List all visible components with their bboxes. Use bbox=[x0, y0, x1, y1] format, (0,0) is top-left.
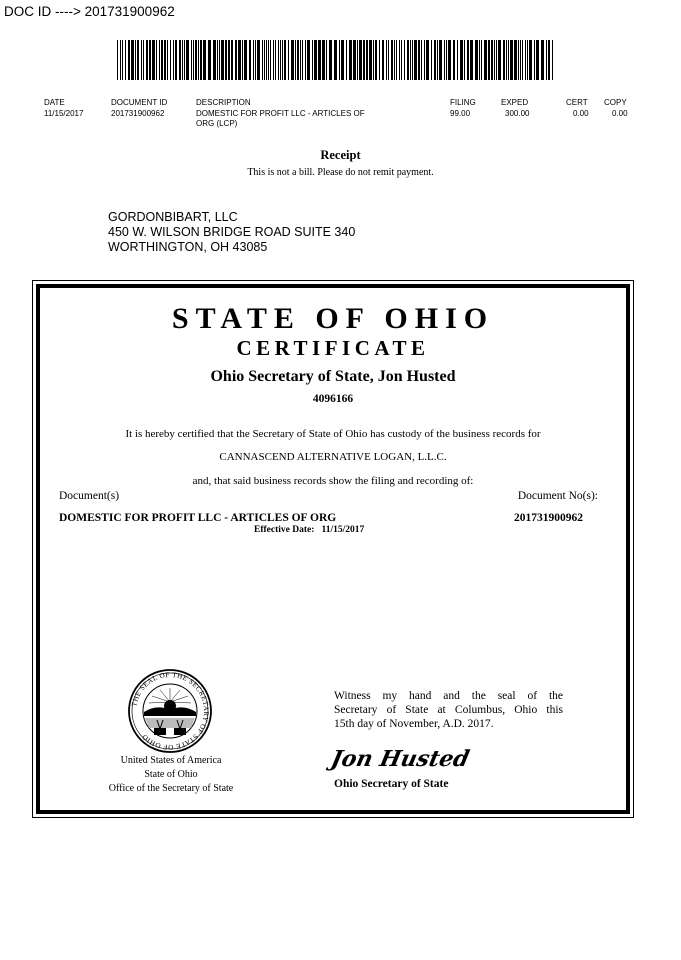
barcode-bar bbox=[238, 40, 241, 80]
barcode-bar bbox=[388, 40, 389, 80]
barcode-bar bbox=[208, 40, 211, 80]
barcode-bar bbox=[491, 40, 493, 80]
effective-date-row bbox=[254, 525, 364, 535]
signature-text: Jon Husted bbox=[328, 746, 472, 772]
barcode-bar bbox=[410, 40, 411, 80]
documents-label: Document(s) bbox=[59, 490, 120, 502]
effective-date: 11/15/2017 bbox=[321, 525, 365, 535]
barcode-bar bbox=[525, 40, 526, 80]
barcode-bar bbox=[457, 40, 458, 80]
barcode-bar bbox=[481, 40, 482, 80]
witness-line2: Secretary of State at Columbus, Ohio this bbox=[334, 704, 563, 716]
barcode-bar bbox=[186, 40, 189, 80]
barcode-bar bbox=[288, 40, 289, 80]
mailing-address bbox=[108, 210, 355, 255]
barcode-bar bbox=[295, 40, 296, 80]
col-filing-header: FILING bbox=[450, 98, 476, 107]
certify-statement: It is hereby certified that the Secretary of State of Ohio has custody of the business records for bbox=[125, 428, 541, 440]
cell-description-line1: DOMESTIC FOR PROFIT LLC - ARTICLES OF bbox=[196, 109, 365, 118]
barcode-bar bbox=[475, 40, 478, 80]
barcode-bar bbox=[193, 40, 194, 80]
barcode-bar bbox=[318, 40, 321, 80]
barcode-bar bbox=[359, 40, 362, 80]
barcode-bar bbox=[175, 40, 177, 80]
effective-date-label: Effective Date: bbox=[254, 525, 315, 535]
barcode-bar bbox=[453, 40, 455, 80]
barcode-bar bbox=[170, 40, 171, 80]
barcode-bar bbox=[326, 40, 327, 80]
seal-caption-line1: United States of America bbox=[120, 755, 222, 766]
barcode-bar bbox=[219, 40, 220, 80]
certificate-number: 4096166 bbox=[312, 393, 354, 405]
barcode-bar bbox=[488, 40, 490, 80]
cell-document-id: 201731900962 bbox=[111, 109, 165, 118]
barcode-bar bbox=[548, 40, 550, 80]
barcode-bar bbox=[135, 40, 136, 80]
barcode-bar bbox=[494, 40, 495, 80]
barcode-bar bbox=[414, 40, 417, 80]
barcode-bar bbox=[534, 40, 535, 80]
barcode-bar bbox=[284, 40, 286, 80]
barcode-bar bbox=[244, 40, 247, 80]
barcode-bar bbox=[322, 40, 325, 80]
document-number: 201731900962 bbox=[514, 512, 583, 524]
barcode-bar bbox=[266, 40, 267, 80]
barcode-bar bbox=[253, 40, 254, 80]
barcode-bar bbox=[280, 40, 281, 80]
barcode-bar bbox=[184, 40, 185, 80]
barcode-bar bbox=[203, 40, 206, 80]
barcode-bar bbox=[152, 40, 155, 80]
barcode-bar bbox=[375, 40, 377, 80]
receipt-block bbox=[0, 148, 681, 178]
barcode-bar bbox=[379, 40, 380, 80]
barcode-bar bbox=[179, 40, 181, 80]
barcode-bar bbox=[120, 40, 121, 80]
cell-description-line2: ORG (LCP) bbox=[196, 119, 238, 128]
barcode-bar bbox=[552, 40, 553, 80]
barcode-bar bbox=[275, 40, 276, 80]
barcode-bar bbox=[302, 40, 303, 80]
barcode-bar bbox=[128, 40, 130, 80]
barcode-bar bbox=[122, 40, 123, 80]
col-document-id-header: DOCUMENT ID bbox=[111, 98, 168, 107]
barcode-bar bbox=[349, 40, 352, 80]
seal-caption-line2: State of Ohio bbox=[144, 769, 198, 780]
barcode-bar bbox=[357, 40, 358, 80]
barcode-bar bbox=[506, 40, 507, 80]
barcode-bar bbox=[439, 40, 442, 80]
cell-cert: 0.00 bbox=[573, 109, 589, 118]
col-cert-header: CERT bbox=[566, 98, 588, 107]
barcode-bar bbox=[522, 40, 523, 80]
address-line3: WORTHINGTON, OH 43085 bbox=[108, 240, 268, 254]
seal-caption-line3: Office of the Secretary of State bbox=[108, 783, 234, 794]
barcode-bar bbox=[496, 40, 497, 80]
barcode-bar bbox=[228, 40, 230, 80]
cell-copy: 0.00 bbox=[612, 109, 628, 118]
barcode-bar bbox=[346, 40, 347, 80]
state-title: STATE OF OHIO bbox=[171, 302, 495, 335]
barcode-bar bbox=[242, 40, 243, 80]
barcode-bar bbox=[404, 40, 405, 80]
barcode-bar bbox=[307, 40, 310, 80]
barcode-bar bbox=[396, 40, 397, 80]
certificate bbox=[36, 284, 630, 814]
barcode-bar bbox=[470, 40, 473, 80]
barcode-bar bbox=[131, 40, 134, 80]
witness-statement bbox=[334, 689, 563, 731]
barcode-bar bbox=[391, 40, 393, 80]
barcode-bar bbox=[156, 40, 157, 80]
barcode-bar bbox=[339, 40, 340, 80]
cell-filing: 99.00 bbox=[450, 109, 471, 118]
barcode-bar bbox=[426, 40, 429, 80]
signature bbox=[328, 738, 472, 776]
barcode-bar bbox=[399, 40, 400, 80]
certificate-title: CERTIFICATE bbox=[236, 336, 430, 360]
barcode-bar bbox=[329, 40, 332, 80]
barcode-bar bbox=[117, 40, 118, 80]
barcode-bar bbox=[382, 40, 384, 80]
barcode-bar bbox=[282, 40, 283, 80]
barcode-bar bbox=[268, 40, 269, 80]
barcode-bar bbox=[518, 40, 519, 80]
barcode-bar bbox=[498, 40, 501, 80]
barcode-bar bbox=[198, 40, 199, 80]
signature-title: Ohio Secretary of State bbox=[334, 778, 449, 790]
barcode-bar bbox=[182, 40, 183, 80]
witness-line3: 15th day of November, A.D. 2017. bbox=[334, 718, 494, 730]
barcode-bar bbox=[446, 40, 447, 80]
doc-id-line: DOC ID ----> 201731900962 bbox=[4, 4, 175, 19]
receipt-title: Receipt bbox=[320, 148, 361, 162]
col-date-header: DATE bbox=[44, 98, 65, 107]
barcode-bar bbox=[231, 40, 233, 80]
barcode-bar bbox=[221, 40, 224, 80]
barcode-bar bbox=[353, 40, 356, 80]
barcode-bar bbox=[444, 40, 445, 80]
barcode-bar bbox=[484, 40, 487, 80]
barcode-bar bbox=[373, 40, 374, 80]
barcode-bar bbox=[149, 40, 151, 80]
barcode-bar bbox=[300, 40, 301, 80]
barcode-bar bbox=[363, 40, 365, 80]
barcode-bar bbox=[424, 40, 425, 80]
barcode-bar bbox=[191, 40, 192, 80]
barcode-bar bbox=[195, 40, 197, 80]
document-type: DOMESTIC FOR PROFIT LLC - ARTICLES OF ORG bbox=[59, 512, 337, 524]
barcode-bar bbox=[164, 40, 166, 80]
barcode-bar bbox=[314, 40, 317, 80]
barcode-bar bbox=[264, 40, 265, 80]
barcode-bar bbox=[366, 40, 368, 80]
barcode-bar bbox=[510, 40, 513, 80]
barcode-bar bbox=[262, 40, 263, 80]
barcode-bar bbox=[369, 40, 372, 80]
barcode-bar bbox=[434, 40, 436, 80]
barcode-bar bbox=[273, 40, 274, 80]
barcode-bar bbox=[479, 40, 480, 80]
barcode-bar bbox=[431, 40, 432, 80]
barcode-bar bbox=[235, 40, 237, 80]
barcode-bar bbox=[546, 40, 547, 80]
document-numbers-label: Document No(s): bbox=[517, 490, 598, 502]
barcode-bar bbox=[213, 40, 216, 80]
barcode-bar bbox=[467, 40, 469, 80]
barcode-bar bbox=[270, 40, 271, 80]
col-description-header: DESCRIPTION bbox=[196, 98, 251, 107]
cell-description bbox=[196, 109, 365, 129]
barcode-bar bbox=[249, 40, 251, 80]
barcode-bar bbox=[297, 40, 299, 80]
barcode-bar bbox=[386, 40, 387, 80]
barcode-bar bbox=[161, 40, 163, 80]
barcode-bar bbox=[225, 40, 227, 80]
barcode-bar bbox=[334, 40, 337, 80]
barcode-bar bbox=[141, 40, 142, 80]
records-statement: and, that said business records show the filing and recording of: bbox=[192, 475, 474, 487]
seal-caption bbox=[98, 754, 244, 796]
barcode-bar bbox=[412, 40, 413, 80]
barcode-bar bbox=[541, 40, 544, 80]
barcode-bar bbox=[514, 40, 517, 80]
barcode-bar bbox=[460, 40, 463, 80]
barcode-bar bbox=[508, 40, 509, 80]
barcode-bar bbox=[394, 40, 395, 80]
issuer-name: Ohio Secretary of State, Jon Husted bbox=[210, 368, 456, 385]
barcode-bar bbox=[401, 40, 402, 80]
barcode-bar bbox=[173, 40, 174, 80]
barcode-bar bbox=[257, 40, 260, 80]
barcode bbox=[117, 40, 554, 80]
cell-exped: 300.00 bbox=[505, 109, 530, 118]
barcode-bar bbox=[418, 40, 420, 80]
barcode-bar bbox=[125, 40, 126, 80]
address-line1: GORDONBIBART, LLC bbox=[108, 210, 238, 224]
company-name: CANNASCEND ALTERNATIVE LOGAN, L.L.C. bbox=[219, 451, 447, 463]
barcode-bar bbox=[200, 40, 202, 80]
barcode-bar bbox=[255, 40, 256, 80]
barcode-bar bbox=[341, 40, 344, 80]
address-line2: 450 W. WILSON BRIDGE ROAD SUITE 340 bbox=[108, 225, 356, 239]
witness-line1: Witness my hand and the seal of the bbox=[334, 690, 563, 702]
col-copy-header: COPY bbox=[604, 98, 627, 107]
barcode-bar bbox=[217, 40, 218, 80]
barcode-bar bbox=[305, 40, 306, 80]
barcode-bar bbox=[464, 40, 465, 80]
barcode-bar bbox=[167, 40, 168, 80]
col-exped-header: EXPED bbox=[501, 98, 529, 107]
barcode-bar bbox=[527, 40, 528, 80]
barcode-bar bbox=[137, 40, 139, 80]
svg-text:THE SEAL OF THE SECRETARY OF S: THE SEAL OF THE SECRETARY OF STATE OF OHIO bbox=[130, 670, 211, 752]
barcode-bar bbox=[143, 40, 144, 80]
barcode-bar bbox=[421, 40, 422, 80]
state-seal bbox=[127, 668, 213, 754]
barcode-bar bbox=[159, 40, 160, 80]
barcode-bar bbox=[437, 40, 438, 80]
barcode-bar bbox=[448, 40, 451, 80]
barcode-bar bbox=[520, 40, 521, 80]
barcode-bar bbox=[278, 40, 279, 80]
cell-date: 11/15/2017 bbox=[44, 109, 84, 118]
receipt-note: This is not a bill. Please do not remit payment. bbox=[247, 167, 434, 178]
barcode-bar bbox=[503, 40, 505, 80]
barcode-bar bbox=[291, 40, 294, 80]
barcode-bar bbox=[536, 40, 539, 80]
barcode-bar bbox=[146, 40, 148, 80]
barcode-bar bbox=[529, 40, 532, 80]
barcode-bar bbox=[312, 40, 313, 80]
barcode-bar bbox=[407, 40, 409, 80]
